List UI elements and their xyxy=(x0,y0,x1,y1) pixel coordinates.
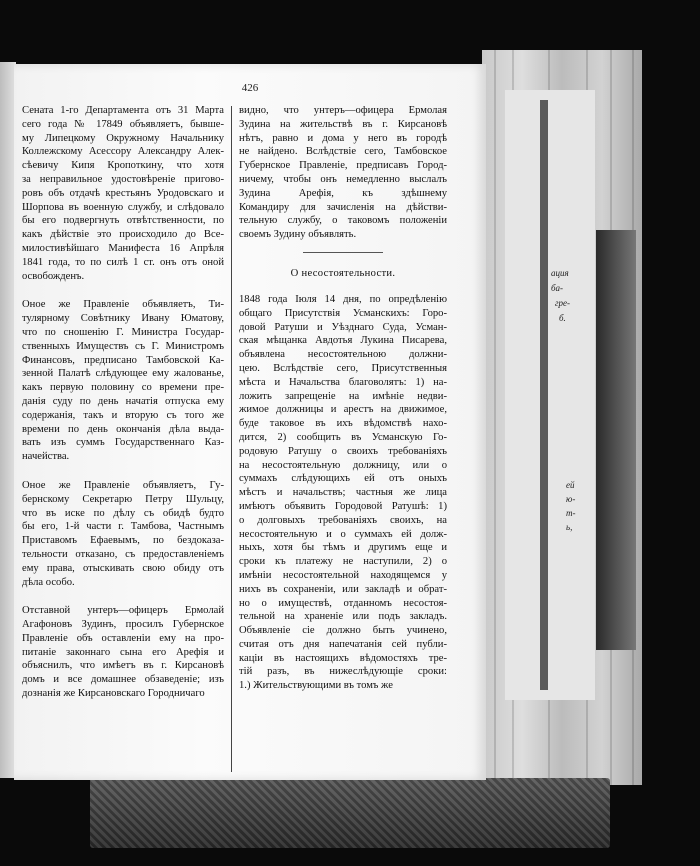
text-line: Агафоновъ Зудинъ, просилъ Губернское xyxy=(22,619,224,631)
text-line: довой Ратуши и Уѣзднаго Суда, Усман- xyxy=(239,321,447,333)
text-line: ничему, чтобы онъ немедленно выслалъ xyxy=(239,173,447,185)
text-line: тулярному Совѣтнику Ивану Юматову, xyxy=(22,313,224,325)
text-line: какъ дѣйствіе это происходило до Все- xyxy=(22,229,224,241)
text-line: ложить запрещеніе на имѣніе недви- xyxy=(239,390,447,402)
paragraph xyxy=(22,298,224,464)
text-line: суммахъ слѣдующихъ ей отъ оныхъ xyxy=(239,473,447,485)
text-line: освобожденъ. xyxy=(22,270,85,282)
sliver-text: т- xyxy=(566,508,576,518)
text-line: буде таковое въ ихъ вѣдомствѣ нахо- xyxy=(239,418,447,430)
text-line: имѣніи несостоятельной находящемся у xyxy=(239,569,447,581)
text-line: милостивѣйшаго Манифеста 16 Апрѣля xyxy=(22,242,224,254)
text-line: Объявленіе сіе должно быть учинено, xyxy=(239,625,447,637)
text-line: Отставной унтеръ—офицеръ Ермолай xyxy=(22,605,224,617)
text-line: каціи въ настоящихъ вѣдомостяхъ тре- xyxy=(239,652,447,664)
text-line: объявлена несостоятельною должни- xyxy=(239,349,447,361)
text-line: родовую Ратушу о своихъ требованіяхъ xyxy=(239,445,447,457)
text-line: за неправильное удостовѣреніе пригово- xyxy=(22,173,224,185)
text-line: объяснилъ, что имѣетъ въ г. Кирсановѣ xyxy=(22,660,224,672)
text-line: Приставомъ Ефаевымъ, по бездоказа- xyxy=(22,535,224,547)
text-line: жимое должницы и арестъ на движимое, xyxy=(239,404,447,416)
text-line: сроки къ платежу не наступили, 2) о xyxy=(239,556,447,568)
text-line: что по сношенію Г. Министра Государ- xyxy=(22,326,224,338)
text-line: Губернское Правленіе, предписавъ Город- xyxy=(239,160,447,172)
paragraph xyxy=(22,104,224,283)
text-line: домъ и все домашнее обзаведеніе; изъ xyxy=(22,674,224,686)
text-line: своемъ Зудину объявлять. xyxy=(239,229,357,241)
text-line: видно, что унтеръ—офицера Ермолая xyxy=(239,105,447,116)
text-line: ская мѣщанка Авдотья Лукина Писарева, xyxy=(239,335,447,347)
text-line: бы его подвергнуть отвѣтственности, по xyxy=(22,215,224,227)
text-line: дознанія же Кирсановскаго Городничаго xyxy=(22,688,205,700)
sliver-text: ь, xyxy=(566,522,573,532)
text-line: тельной на храненіе или подъ закладъ. xyxy=(239,611,447,623)
text-line: дится, 2) сообщить въ Усманскую Го- xyxy=(239,431,447,443)
underlying-page xyxy=(505,90,595,700)
text-line: несостоятельную и о суммахъ ей долж- xyxy=(239,528,447,540)
text-line: мѣста и Начальства благоволятъ: 1) на- xyxy=(239,376,447,388)
document-page xyxy=(14,64,486,780)
text-line: считая отъ дня напечатанія сей публи- xyxy=(239,638,447,650)
text-line: данія суду по день начатія отпуска ему xyxy=(22,395,224,407)
fabric-binding xyxy=(90,778,610,848)
text-line: имѣютъ объявить Городовой Ратушѣ: 1) xyxy=(239,500,447,512)
text-line: какъ первую половину со времени пре- xyxy=(22,382,224,394)
text-line: сѣевичу Кипя Кропоткину, что хотя xyxy=(22,160,224,172)
text-line: не найдено. Вслѣдствіе сего, Тамбовское xyxy=(239,146,447,158)
sliver-text: гре- xyxy=(555,298,571,308)
sliver-text: ация xyxy=(551,268,569,278)
sliver-text: ба- xyxy=(551,283,564,293)
text-line: ныхъ, хотя бы тѣмъ и другимъ еще и xyxy=(239,542,447,554)
text-line: Зудина на жительствѣ въ г. Кирсановѣ xyxy=(239,118,447,130)
text-line: общаго Присутствія Усманскихъ: Горо- xyxy=(239,307,447,319)
text-line: о долговыхъ требованіяхъ своихъ, на xyxy=(239,514,447,526)
text-line: 1841 года, то по силѣ 1 ст. онъ отъ оной xyxy=(22,256,224,268)
text-line: содержанія, такъ и вторую съ того же xyxy=(22,409,224,421)
sliver-text: ю- xyxy=(566,494,576,504)
underlying-shadow xyxy=(596,230,636,650)
text-line: Сената 1-го Департамента отъ 31 Марта xyxy=(22,105,224,116)
text-line: ровъ объ отдачѣ крестьянъ Уродовскаго и xyxy=(22,187,224,199)
sliver-text: ей xyxy=(566,480,575,490)
text-line: 1.) Жительствующими въ томъ же xyxy=(239,680,393,692)
text-line: Коллежскому Асессору Александру Алек- xyxy=(22,146,224,158)
text-line: Оное же Правленіе объявляетъ, Ти- xyxy=(22,299,224,311)
text-line: бы его, 1-й части г. Тамбова, Частнымъ xyxy=(22,521,224,533)
text-line: тельную службу, о таковомъ положеніи xyxy=(239,215,447,227)
page-number: 426 xyxy=(241,82,259,94)
text-line: Командиру для зачисленія на дѣйстви- xyxy=(239,201,447,213)
text-line: 1848 года Іюля 14 дня, по опредѣленію xyxy=(239,293,447,305)
text-line: что въ иске по дѣлу съ обидѣ будто xyxy=(22,507,224,519)
paragraph xyxy=(22,604,224,701)
continuation-paragraph xyxy=(239,104,447,242)
text-line: нихъ въ сохраненіи, или закладѣ и обрат- xyxy=(239,583,447,595)
text-line: Оное же Правленіе объявляетъ, Гу- xyxy=(22,479,224,491)
right-column xyxy=(239,104,447,693)
text-line: дѣла особо. xyxy=(22,576,75,588)
left-column xyxy=(22,104,224,701)
text-line: тій разъ, въ нижеслѣдующіе сроки: xyxy=(239,666,447,678)
text-line: ственныхъ Имуществъ съ Г. Министромъ xyxy=(22,340,224,352)
underlying-gutter xyxy=(540,100,548,690)
column-divider xyxy=(231,106,232,772)
text-line: начейства. xyxy=(22,451,70,463)
text-line: ему права, отыскивать свою обиду отъ xyxy=(22,562,224,574)
text-line: вать изъ суммъ Государственнаго Каз- xyxy=(22,437,224,449)
text-line: му Липецкому Окружному Начальнику xyxy=(22,132,224,144)
text-line: сего года № 17849 объявляетъ, бывше- xyxy=(22,118,224,130)
text-line: тельности отказано, съ предоставленіемъ xyxy=(22,548,224,560)
text-line: на несостоятельную должницу, или о xyxy=(239,459,447,471)
text-line: мѣстъ и начальствъ; частныя же лица xyxy=(239,487,447,499)
text-line: питаніе законнаго сына его Арефія и xyxy=(22,646,224,658)
text-line: Зудина Арефія, къ здѣшнему xyxy=(239,187,447,199)
text-line: Правленіе объ оставленіи ему на про- xyxy=(22,632,224,644)
text-line: цею. Вслѣдствіе сего, Присутственныя xyxy=(239,362,447,374)
section-heading: О несостоятельности. xyxy=(290,267,396,279)
text-line: Шорпова въ военную службу, и слѣдовало xyxy=(22,201,224,213)
text-line: времени по день окончанія дѣла выда- xyxy=(22,423,224,435)
text-line: бернскому Секретарю Петру Шульцу, xyxy=(22,493,224,505)
paragraph xyxy=(22,479,224,589)
text-line: нѣтъ, равно и дома у него въ городѣ xyxy=(239,132,447,144)
sliver-text: б. xyxy=(559,313,566,323)
insolvency-paragraph xyxy=(239,293,447,693)
text-line: но о имуществѣ, отданномъ несостоя- xyxy=(239,597,447,609)
section-rule xyxy=(303,252,383,253)
text-line: зенной Палатѣ слѣдующее ему жалованье, xyxy=(22,368,224,380)
text-line: Финансовъ, предписано Тамбовской Ка- xyxy=(22,354,224,366)
